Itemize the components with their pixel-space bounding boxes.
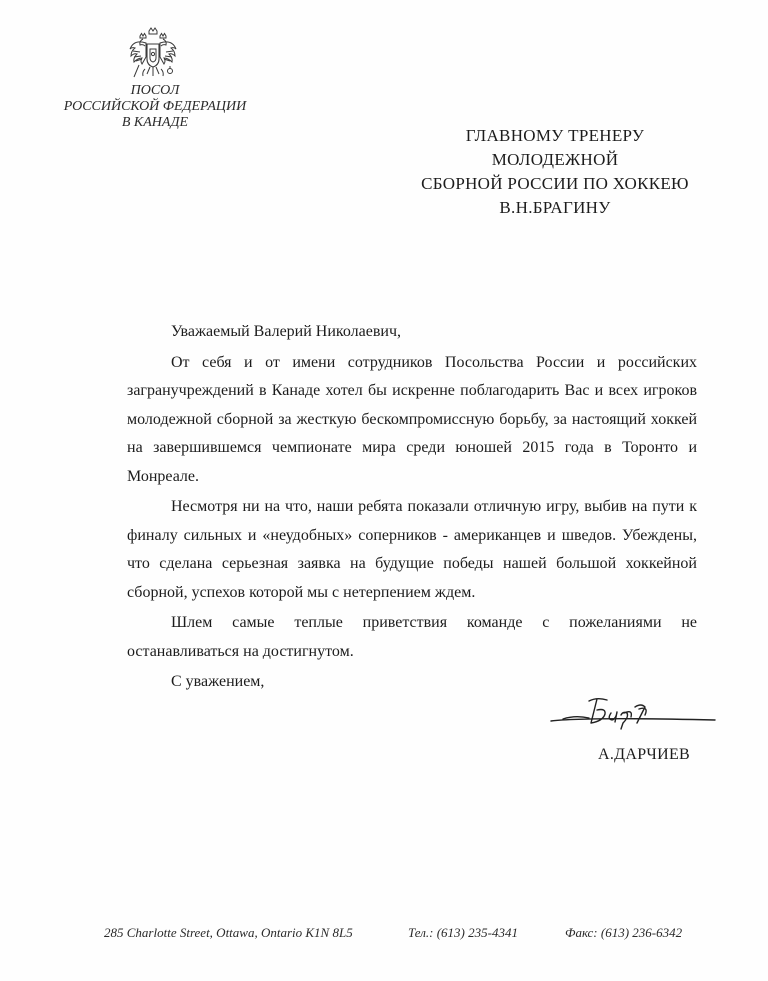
footer-phone: Тел.: (613) 235-4341 [408, 925, 518, 940]
signer-name: А.ДАРЧИЕВ [598, 746, 691, 763]
footer-fax: Факс: (613) 236-6342 [565, 925, 683, 940]
letterhead-line-3: В КАНАДЕ [121, 115, 189, 130]
salutation: Уважаемый Валерий Николаевич, [171, 323, 402, 340]
addressee-block [400, 124, 710, 220]
addressee-line-4: В.Н.БРАГИНУ [499, 198, 611, 217]
addressee-line-3: СБОРНОЙ РОССИИ ПО ХОККЕЮ [421, 174, 689, 193]
letter-body [127, 318, 697, 668]
coat-of-arms-icon [128, 27, 178, 83]
signature-icon [545, 693, 720, 735]
addressee-line-2: МОЛОДЕЖНОЙ [491, 150, 619, 169]
letterhead-line-2: РОССИЙСКОЙ ФЕДЕРАЦИИ [63, 99, 247, 114]
footer-address: 285 Charlotte Street, Ottawa, Ontario K1N 8L5 [104, 925, 353, 940]
paragraph-3: Шлем самые теплые приветствия команде с пожеланиями не останавливаться на достигнутом. [127, 614, 697, 660]
letterhead-line-1: ПОСОЛ [130, 83, 180, 98]
footer [0, 925, 768, 945]
letterhead [40, 83, 270, 131]
closing: С уважением, [171, 673, 265, 690]
addressee-line-1: ГЛАВНОМУ ТРЕНЕРУ [465, 126, 645, 145]
paragraph-1: От себя и от имени сотрудников Посольства России и российских загранучреждений в Канаде хотел бы искренне поблагодарить Вас и всех игроков молодежной сборной за жесткую бескомпромиссную борьбу, за настоящий хоккей на завершившемся чемпионате мира среди юношей 2015 года в Торонто и Монреале. [127, 353, 697, 485]
paragraph-2: Несмотря ни на что, наши ребята показали отличную игру, выбив на пути к финалу сильных и «неудобных» соперников - американцев и шведов. Убеждены, что сделана серьезная заявка на будущие победы нашей большой хоккейной сборной, успехов которой мы с нетерпением ждем. [127, 498, 697, 601]
